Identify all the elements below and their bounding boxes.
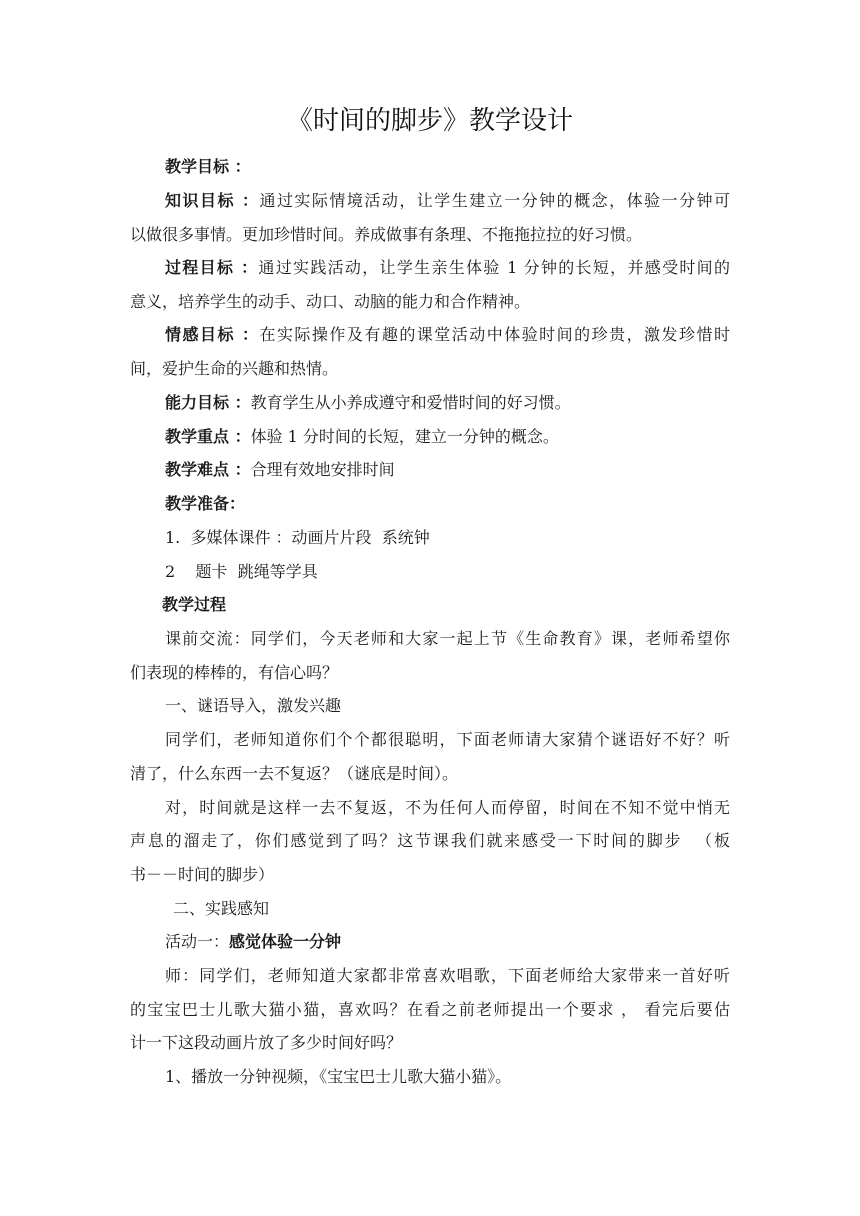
difficulty-text: 合理有效地安排时间: [250, 460, 395, 479]
teacher-paragraph-end: 计一下这段动画片放了多少时间好吗？: [130, 1033, 403, 1052]
activity-line: [165, 930, 730, 954]
process-goal-text-cont: 意义，培养学生的动手、动口、动脑的能力和合作精神。: [130, 292, 531, 311]
section-1-heading: 一、谜语导入，激发兴趣: [165, 696, 342, 715]
knowledge-goal-text: 通过实际情境活动，让学生建立一分钟的概念，体验一分钟可: [259, 191, 730, 210]
emotion-goal-line: [165, 323, 730, 347]
intro-paragraph-cont: 们表现的棒棒的，有信心吗？: [130, 663, 339, 682]
emotion-goal-label: 情感目标 ：: [165, 325, 260, 344]
teacher-paragraph-cont: 的宝宝巴士儿歌大猫小猫，喜欢吗？在看之前老师提出一个要求 ， 看完后要估: [130, 1000, 730, 1019]
knowledge-goal-text-cont: 以做很多事情。更加珍惜时间。养成做事有条理、不拖拖拉拉的好习惯。: [130, 225, 643, 244]
process-goal-line: [165, 256, 730, 280]
process-goal-text: 通过实践活动，让学生亲生体验 1 分钟的长短，并感受时间的: [258, 258, 730, 277]
key-point-label: 教学重点 ：: [165, 427, 251, 446]
ability-goal-line: [165, 391, 730, 415]
prep-heading: 教学准备：: [165, 494, 246, 513]
process-heading: 教学过程: [162, 595, 227, 614]
goals-heading: 教学目标 ：: [165, 157, 251, 176]
emotion-goal-text-cont: 间，爱护生命的兴趣和热情。: [130, 359, 339, 378]
knowledge-goal-label: 知识目标 ：: [165, 191, 260, 210]
process-goal-label: 过程目标 ：: [165, 258, 259, 277]
step-1-line: 1、播放一分钟视频，《宝宝巴士儿歌大猫小猫》。: [165, 1067, 512, 1086]
emotion-goal-text: 在实际操作及有趣的课堂活动中体验时间的珍贵，激发珍惜时: [259, 325, 730, 344]
prep-item-1: 1. 多媒体课件 ：动画片片段 系统钟: [165, 528, 430, 547]
key-point-line: [165, 425, 730, 449]
answer-paragraph-end: 书－－时间的脚步）: [130, 865, 275, 884]
knowledge-goal-line: [165, 189, 730, 213]
key-point-text: 体验 1 分时间的长短，建立一分钟的概念。: [250, 427, 559, 446]
ability-goal-text: 教育学生从小养成遵守和爱惜时间的好习惯。: [250, 393, 571, 412]
difficulty-line: [165, 458, 730, 482]
answer-paragraph: 对，时间就是这样一去不复返，不为任何人而停留，时间在不知不觉中悄无: [165, 798, 730, 817]
ability-goal-label: 能力目标 ：: [165, 393, 251, 412]
document-title: 《时间的脚步》教学设计: [286, 106, 573, 136]
section-2-heading: 二、实践感知: [173, 899, 270, 918]
intro-paragraph: 课前交流：同学们，今天老师和大家一起上节《生命教育》课，老师希望你: [165, 629, 730, 648]
teacher-paragraph: 师：同学们，老师知道大家都非常喜欢唱歌，下面老师给大家带来一首好听: [165, 966, 730, 985]
answer-paragraph-cont: 声息的溜走了，你们感觉到了吗？这节课我们就来感受一下时间的脚步 （板: [130, 831, 730, 850]
activity-label: 活动一：: [165, 932, 230, 951]
prep-item-2: 2 题卡 跳绳等学具: [165, 562, 318, 581]
difficulty-label: 教学难点 ：: [165, 460, 251, 479]
riddle-paragraph: 同学们，老师知道你们个个都很聪明，下面老师请大家猜个谜语好不好？听: [165, 730, 730, 749]
riddle-paragraph-cont: 清了，什么东西一去不复返？（谜底是时间）。: [130, 764, 459, 783]
activity-title: 感觉体验一分钟: [229, 932, 342, 951]
